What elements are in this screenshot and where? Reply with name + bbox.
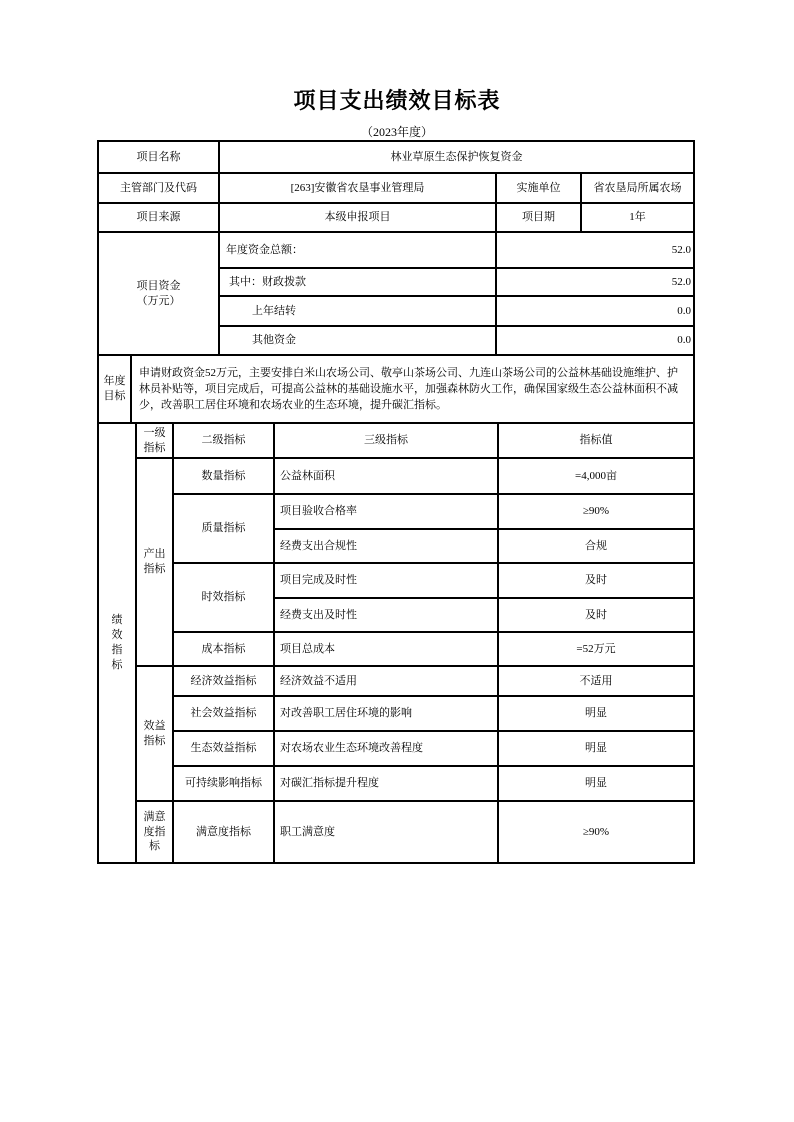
annual-goal-text: 申请财政资金52万元，主要安排白米山农场公司、敬亭山茶场公司、九连山茶场公司的公益林基础设施维护、护林员补贴等，项目完成后，可提高公益林的基础设施水平，加强森林防火工作，确保国家级生态公益林面积不减少，改善职工居住环境和农场农业的生态环境，提升碳汇指标。 bbox=[131, 355, 694, 423]
l3-total-cost: 项目总成本 bbox=[274, 632, 498, 666]
value-carbon-sink: 明显 bbox=[498, 766, 694, 801]
l1-benefit: 效益指标 bbox=[136, 666, 173, 801]
indicator-row bbox=[98, 731, 694, 766]
annual-goal-row bbox=[98, 355, 694, 423]
indicator-row bbox=[98, 801, 694, 863]
funds-other-label: 其他资金 bbox=[219, 326, 496, 355]
project-info-table bbox=[97, 140, 695, 356]
dept-row bbox=[98, 173, 694, 203]
header-l3: 三级指标 bbox=[274, 423, 498, 458]
dept-label: 主管部门及代码 bbox=[98, 173, 219, 203]
l2-satisfaction: 满意度指标 bbox=[173, 801, 274, 863]
header-value: 指标值 bbox=[498, 423, 694, 458]
l3-acceptance-rate: 项目验收合格率 bbox=[274, 494, 498, 529]
l3-forest-area: 公益林面积 bbox=[274, 458, 498, 494]
indicators-side-label: 绩效指标 bbox=[98, 423, 136, 863]
project-name-value: 林业草原生态保护恢复资金 bbox=[219, 141, 694, 173]
value-completion-timeliness: 及时 bbox=[498, 563, 694, 598]
period-value: 1年 bbox=[581, 203, 694, 232]
annual-goal-table bbox=[97, 354, 695, 424]
l2-sustainable: 可持续影响指标 bbox=[173, 766, 274, 801]
funds-total-value: 52.0 bbox=[496, 232, 694, 268]
source-label: 项目来源 bbox=[98, 203, 219, 232]
indicator-row bbox=[98, 666, 694, 696]
funds-carryover-value: 0.0 bbox=[496, 296, 694, 326]
indicator-row bbox=[98, 563, 694, 598]
source-row bbox=[98, 203, 694, 232]
funds-total-label: 年度资金总额： bbox=[219, 232, 496, 268]
indicator-row bbox=[98, 458, 694, 494]
l2-cost: 成本指标 bbox=[173, 632, 274, 666]
l3-expense-timeliness: 经费支出及时性 bbox=[274, 598, 498, 632]
source-value: 本级申报项目 bbox=[219, 203, 496, 232]
funds-other-value: 0.0 bbox=[496, 326, 694, 355]
l3-completion-timeliness: 项目完成及时性 bbox=[274, 563, 498, 598]
value-acceptance-rate: ≥90% bbox=[498, 494, 694, 529]
header-l2: 二级指标 bbox=[173, 423, 274, 458]
indicator-row bbox=[98, 766, 694, 801]
value-staff-satisfaction: ≥90% bbox=[498, 801, 694, 863]
l3-carbon-sink: 对碳汇指标提升程度 bbox=[274, 766, 498, 801]
page-subtitle: （2023年度） bbox=[360, 125, 433, 139]
l2-social: 社会效益指标 bbox=[173, 696, 274, 731]
value-forest-area: =4,000亩 bbox=[498, 458, 694, 494]
header-l1: 一级指标 bbox=[136, 423, 173, 458]
funds-row-total bbox=[98, 232, 694, 268]
indicators-header-row bbox=[98, 423, 694, 458]
impl-unit-value: 省农垦局所属农场 bbox=[581, 173, 694, 203]
indicator-row bbox=[98, 494, 694, 529]
l3-staff-satisfaction: 职工满意度 bbox=[274, 801, 498, 863]
l2-timeliness: 时效指标 bbox=[173, 563, 274, 632]
l3-eco-improvement: 对农场农业生态环境改善程度 bbox=[274, 731, 498, 766]
period-label: 项目期 bbox=[496, 203, 581, 232]
l1-satisfaction: 满意度指标 bbox=[136, 801, 173, 863]
l2-quality: 质量指标 bbox=[173, 494, 274, 563]
l1-output: 产出指标 bbox=[136, 458, 173, 666]
indicator-row bbox=[98, 696, 694, 731]
indicator-row bbox=[98, 632, 694, 666]
project-name-row bbox=[98, 141, 694, 173]
l3-living-environment: 对改善职工居住环境的影响 bbox=[274, 696, 498, 731]
value-living-environment: 明显 bbox=[498, 696, 694, 731]
dept-value: [263]安徽省农垦事业管理局 bbox=[219, 173, 496, 203]
value-expense-timeliness: 及时 bbox=[498, 598, 694, 632]
funds-label: 项目资金 （万元） bbox=[98, 232, 219, 355]
indicators-table bbox=[97, 422, 695, 864]
funds-carryover-label: 上年结转 bbox=[219, 296, 496, 326]
page-title: 项目支出绩效目标表 bbox=[293, 88, 501, 113]
l2-ecological: 生态效益指标 bbox=[173, 731, 274, 766]
impl-unit-label: 实施单位 bbox=[496, 173, 581, 203]
value-economic-na: 不适用 bbox=[498, 666, 694, 696]
funds-fiscal-label: 其中：财政拨款 bbox=[219, 268, 496, 296]
funds-fiscal-value: 52.0 bbox=[496, 268, 694, 296]
project-name-label: 项目名称 bbox=[98, 141, 219, 173]
annual-goal-label: 年度目标 bbox=[98, 355, 131, 423]
value-expense-compliance: 合规 bbox=[498, 529, 694, 563]
l3-expense-compliance: 经费支出合规性 bbox=[274, 529, 498, 563]
l3-economic-na: 经济效益不适用 bbox=[274, 666, 498, 696]
l2-economic: 经济效益指标 bbox=[173, 666, 274, 696]
l2-quantity: 数量指标 bbox=[173, 458, 274, 494]
value-total-cost: =52万元 bbox=[498, 632, 694, 666]
value-eco-improvement: 明显 bbox=[498, 731, 694, 766]
performance-target-sheet bbox=[97, 140, 693, 864]
